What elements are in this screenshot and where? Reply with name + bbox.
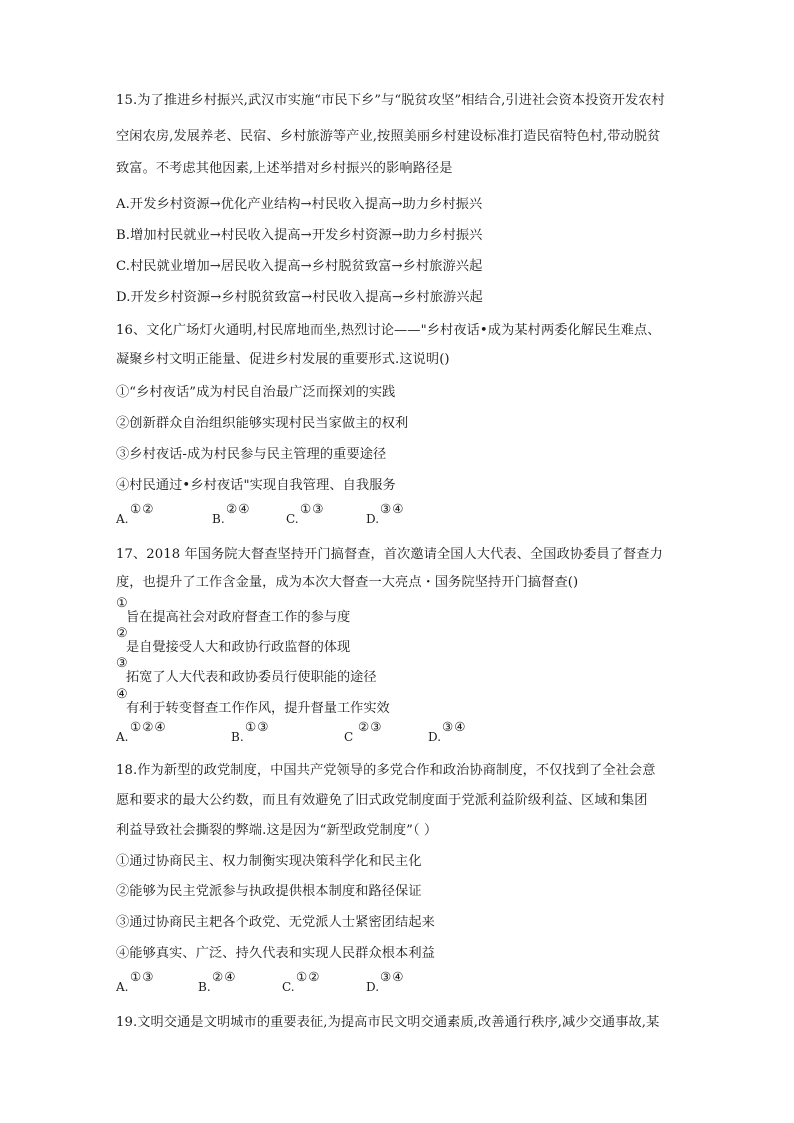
q17-stem-line-1: 17、2018 年国务院大督查坚持开门搞督查，首次邀请全国人大代表、全国政协委員了督查力: [116, 547, 663, 562]
q18-stem-line-1: 18.作为新型的政党制度，中国共产党领导的多党合作和政治协商制度，不仅找到了全社会意: [116, 763, 656, 778]
q17-statement-4: [116, 688, 686, 720]
q15-stem-line-1: 15.为了推进乡村振兴,武汉市实施“市民下乡”与“脱贫攻坚”相结合,引进社会资本投资开发农村: [116, 93, 665, 108]
q18-statement-3: ③通过协商民主耙各个政党、无党派人士紧密团结起来: [116, 915, 435, 930]
choice-numbers: ②④: [226, 501, 251, 516]
statement-number: ④: [116, 687, 128, 702]
q16-choices: [116, 502, 686, 528]
choice-numbers: ①③: [245, 719, 270, 734]
choice-numbers: ①②④: [130, 719, 167, 734]
q16-stem-line-2: 凝聚乡村文明正能量、促进乡村发展的重要形式.这说明(): [116, 352, 450, 367]
q19-stem-line-1: 19.文明交通是文明城市的重要表征,为提高市民文明交通素质,改善通行秩序,减少交通事故,某: [116, 1015, 660, 1030]
choice-letter: D.: [428, 730, 442, 744]
statement-text: 是自覺接受人大和政协行政监督的体现: [126, 640, 351, 655]
q16-statement-4: ④村民通过•乡村夜话"实现自我管理、自我服务: [116, 478, 396, 493]
choice-numbers: ②③: [358, 719, 383, 734]
choice-letter: D.: [366, 980, 380, 994]
choice-letter: B.: [231, 730, 244, 744]
choice-numbers: ①③: [130, 969, 155, 984]
q15-stem-line-2: 空闲农房,发展养老、民宿、乡村旅游等产业,按照美丽乡村建设标准打造民宿特色村,带动脱贫: [116, 129, 661, 144]
q17-stem-line-2: 度，也提升了工作含金量，成为本次大督查一大亮点・国务院坚持开门搞督查(): [116, 575, 579, 590]
statement-text: 有利于转变督查工作作风，提升督量工作实效: [126, 701, 390, 716]
statement-number: ①: [116, 596, 128, 611]
statement-number: ②: [116, 626, 128, 641]
q16-stem-line-1: 16、文化广场灯火通明,村民席地而坐,热烈讨论——"乡村夜话•成为某村两委化解民生难点、: [116, 323, 661, 338]
q15-stem-line-3: 致富。不考虑其他因素,上述举措对乡村振兴的影响路径是: [116, 161, 453, 176]
choice-letter: A.: [116, 730, 129, 744]
statement-text: 拓宽了人大代表和政协委员行使职能的途径: [126, 670, 377, 685]
q16-statement-3: ③乡村夜话-成为村民参与民主管理的重要途径: [116, 447, 387, 462]
choice-numbers: ①③: [300, 501, 325, 516]
choice-letter: C.: [286, 512, 299, 526]
q17-statement-2: [116, 627, 686, 659]
statement-text: 旨在提高社会对政府督查工作的参与度: [126, 610, 351, 625]
q16-statement-1: ①“乡村夜话”成为村民自治最广泛而探刘的实践: [116, 385, 396, 400]
q18-stem-line-3: 利益导致社会撕裂的弊端.这是因为“新型政党制度”（ ）: [116, 823, 438, 838]
choice-letter: A.: [116, 512, 129, 526]
choice-letter: B.: [198, 980, 211, 994]
q18-statement-1: ①通过协商民主、权力制衡实现决策科学化和民主化: [116, 854, 422, 869]
q18-statement-4: ④能够真实、广泛、持久代表和实现人民群众根本利益: [116, 946, 435, 961]
statement-number: ③: [116, 656, 128, 671]
q15-option-c[interactable]: C.村民就业增加→居民收入提高→乡村脱贫致富→乡村旅游兴起: [116, 259, 483, 274]
q18-stem-line-2: 愿和要求的最大公约数，而且有效避免了旧式政党制度面于党派利益阶级利益、区域和集团: [116, 793, 648, 808]
q17-statement-1: [116, 597, 686, 629]
choice-numbers: ③④: [380, 501, 405, 516]
choice-letter: C: [344, 730, 354, 744]
choice-numbers: ①②: [130, 501, 155, 516]
choice-letter: A.: [116, 980, 129, 994]
q17-statement-3: [116, 657, 686, 689]
q18-statement-2: ②能够为民主党派参与执政提供根本制度和路径保证: [116, 884, 422, 899]
choice-numbers: ③④: [380, 969, 405, 984]
q15-option-d[interactable]: D.开发乡村资源→乡村脱贫致富→村民收入提高→乡村旅游兴起: [116, 290, 483, 305]
q15-option-b[interactable]: B.增加村民就业→村民收入提高→开发乡村资源→助力乡村振兴: [116, 228, 483, 243]
choice-numbers: ①②: [296, 969, 321, 984]
choice-numbers: ③④: [442, 719, 467, 734]
q17-choices: [116, 720, 686, 746]
q18-choices: [116, 970, 686, 996]
choice-numbers: ②④: [212, 969, 237, 984]
choice-letter: C.: [282, 980, 295, 994]
q16-statement-2: ②创新群众自治组织能够实现村民当家做主的权利: [116, 416, 409, 431]
choice-letter: D.: [366, 512, 380, 526]
q15-option-a[interactable]: A.开发乡村资源→优化产业结构→村民收入提高→助力乡村振兴: [116, 197, 483, 212]
choice-letter: B.: [212, 512, 225, 526]
